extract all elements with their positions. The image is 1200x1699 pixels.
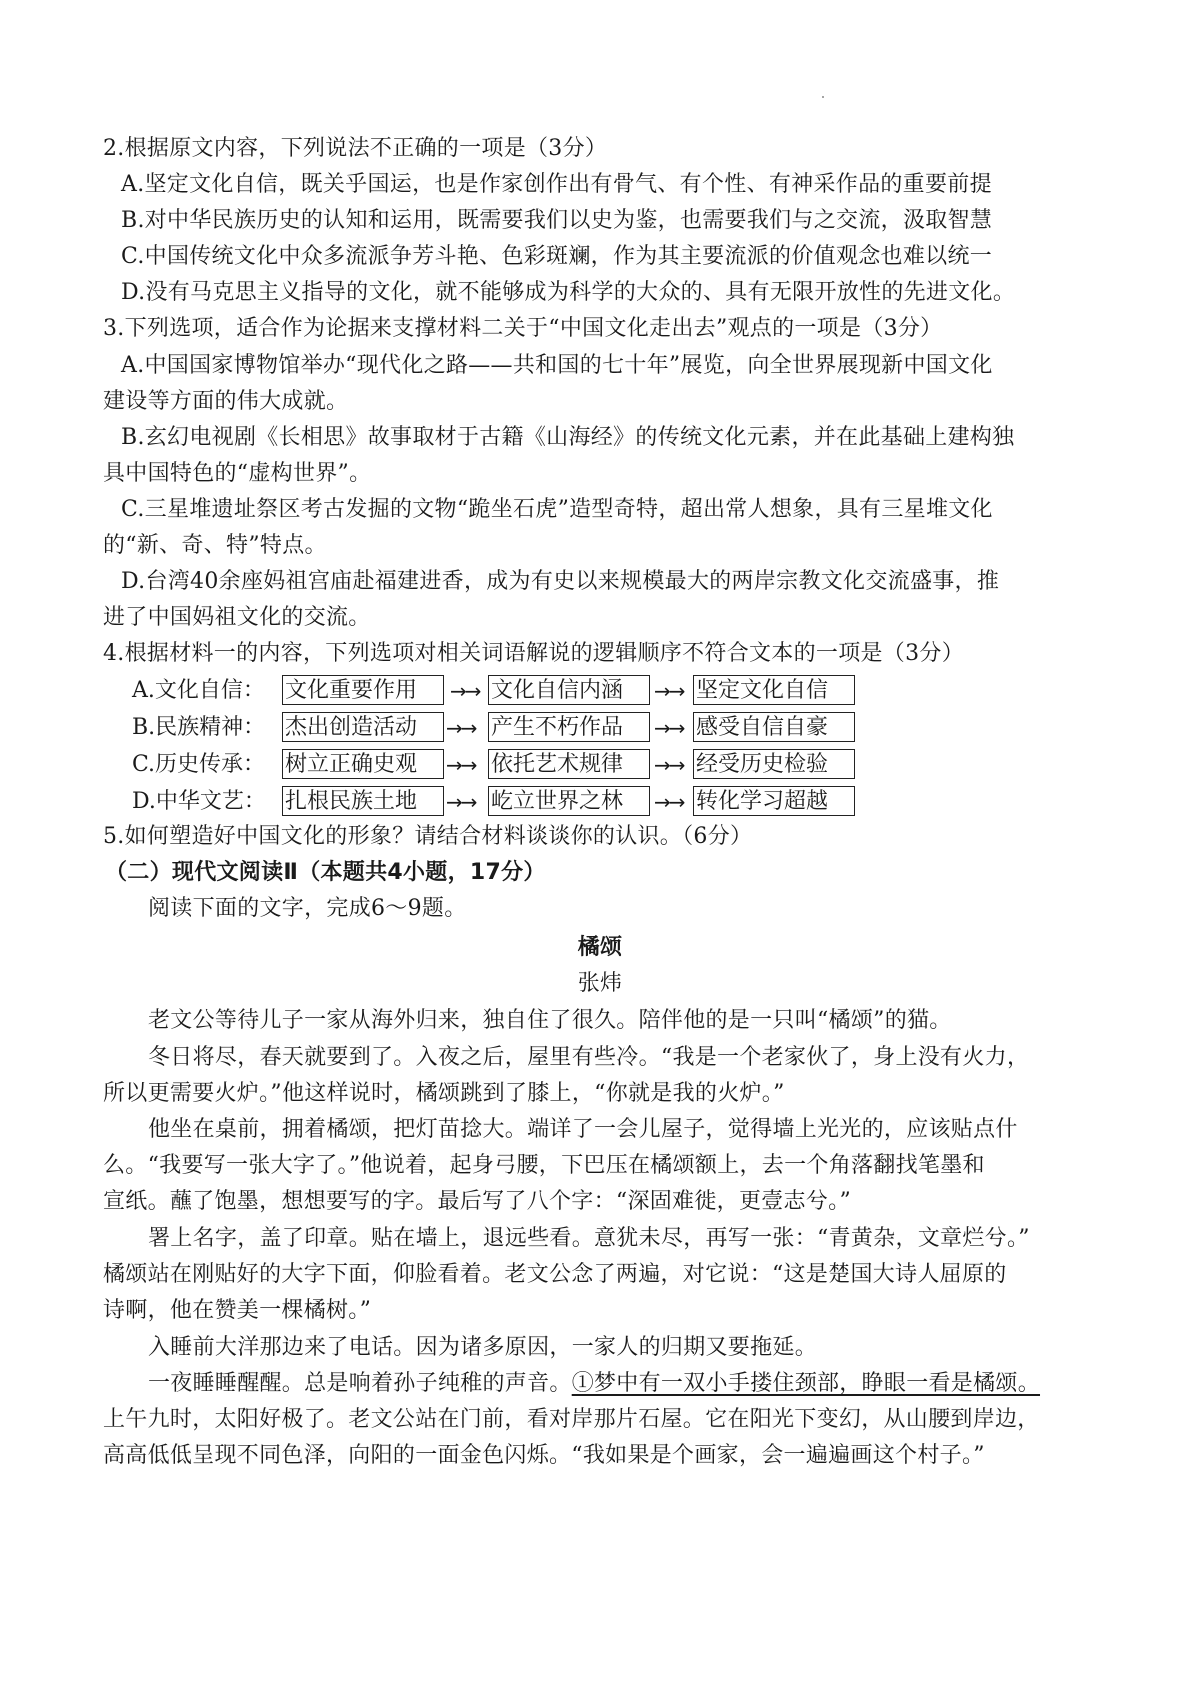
- story-paragraph-2-line2: 所以更需要火炉。”他这样说时，橘颂跳到了膝上，“你就是我的火炉。”: [103, 1081, 785, 1106]
- q4-option-label: A.文化自信：: [132, 678, 265, 703]
- story-paragraph-3-line2: 么。“我要写一张大字了。”他说着，起身弓腰，下巴压在橘颂额上，去一个角落翻找笔墨和: [103, 1153, 985, 1178]
- q2-option-b: B.对中华民族历史的认知和运用，既需要我们以史为鉴，也需要我们与之交流，汲取智慧: [121, 208, 993, 233]
- arrow-icon: →→: [654, 753, 684, 777]
- story-paragraph-3-line1: 他坐在桌前，拥着橘颂，把灯苗捻大。端详了一会儿屋子，觉得墙上光光的，应该贴点什: [148, 1117, 1018, 1142]
- q4-box-2: 依托艺术规律: [488, 749, 650, 779]
- q3-stem: 3.下列选项，适合作为论据来支撑材料二关于“中国文化走出去”观点的一项是（3分）: [103, 316, 943, 341]
- story-paragraph-2-line1: 冬日将尽，春天就要到了。入夜之后，屋里有些冷。“我是一个老家伙了，身上没有火力，: [148, 1045, 1030, 1070]
- q4-box-3: 经受历史检验: [693, 749, 855, 779]
- underlined-sentence: ①梦中有一双小手搂住颈部，睁眼一看是橘颂。: [571, 1371, 1041, 1396]
- story-paragraph-4-line2: 橘颂站在刚贴好的大字下面，仰脸看着。老文公念了两遍，对它说：“这是楚国大诗人屈原的: [103, 1262, 1007, 1287]
- story-paragraph-6-line1: [148, 1369, 1040, 1399]
- q3-option-a-line2: 建设等方面的伟大成就。: [103, 389, 349, 414]
- q2-option-c: C.中国传统文化中众多流派争芳斗艳、色彩斑斓，作为其主要流派的价值观念也难以统一: [121, 244, 993, 269]
- q3-option-a-line1: A.中国国家博物馆举办“现代化之路——共和国的七十年”展览，向全世界展现新中国文化: [121, 353, 993, 378]
- story-paragraph-6-line3: 高高低低呈现不同色泽，向阳的一面金色闪烁。“我如果是个画家，会一遍遍画这个村子。”: [103, 1443, 985, 1468]
- q3-option-d-line2: 进了中国妈祖文化的交流。: [103, 605, 371, 630]
- arrow-icon: →→: [654, 790, 684, 814]
- story-paragraph-1: 老文公等待儿子一家从海外归来，独自住了很久。陪伴他的是一只叫“橘颂”的猫。: [148, 1008, 952, 1033]
- story-paragraph-5: 入睡前大洋那边来了电话。因为诸多原因，一家人的归期又要拖延。: [148, 1335, 818, 1360]
- q4-box-3: 转化学习超越: [693, 786, 855, 816]
- q4-stem: 4.根据材料一的内容，下列选项对相关词语解说的逻辑顺序不符合文本的一项是（3分）: [103, 641, 964, 666]
- q3-option-b-line2: 具中国特色的“虚构世界”。: [103, 461, 372, 486]
- arrow-icon: →→: [446, 790, 476, 814]
- arrow-icon: →→: [654, 716, 684, 740]
- q4-box-3: 坚定文化自信: [693, 675, 855, 705]
- story-text: 一夜睡睡醒醒。总是响着孙子纯稚的声音。: [148, 1371, 572, 1396]
- q3-option-c-line1: C.三星堆遗址祭区考古发掘的文物“跪坐石虎”造型奇特，超出常人想象，具有三星堆文化: [121, 497, 993, 522]
- q4-box-1: 扎根民族土地: [282, 786, 444, 816]
- q2-stem: 2.根据原文内容，下列说法不正确的一项是（3分）: [103, 136, 608, 161]
- arrow-icon: →→: [450, 679, 480, 703]
- story-paragraph-4-line3: 诗啊，他在赞美一棵橘树。”: [103, 1298, 372, 1323]
- q4-option-label: C.历史传承：: [132, 752, 266, 777]
- q4-box-2: 屹立世界之林: [488, 786, 650, 816]
- q4-box-2: 产生不朽作品: [488, 712, 650, 742]
- arrow-icon: →→: [654, 679, 684, 703]
- q3-option-d-line1: D.台湾40余座妈祖宫庙赴福建进香，成为有史以来规模最大的两岸宗教文化交流盛事，推: [121, 569, 1000, 594]
- q5-stem: 5.如何塑造好中国文化的形象？请结合材料谈谈你的认识。（6分）: [103, 824, 753, 849]
- arrow-icon: →→: [446, 753, 476, 777]
- story-paragraph-3-line3: 宣纸。蘸了饱墨，想想要写的字。最后写了八个字：“深固难徙，更壹志兮。”: [103, 1189, 851, 1214]
- q3-option-b-line1: B.玄幻电视剧《长相思》故事取材于古籍《山海经》的传统文化元素，并在此基础上建构独: [121, 425, 1015, 450]
- speck: [822, 96, 824, 98]
- arrow-icon: →→: [446, 716, 476, 740]
- story-title: 橘颂: [577, 935, 623, 960]
- section-heading: （二）现代文阅读Ⅱ（本题共4小题，17分）: [105, 860, 546, 885]
- story-author: 张炜: [577, 971, 623, 996]
- q4-box-3: 感受自信自豪: [693, 712, 855, 742]
- section-instruction: 阅读下面的文字，完成6～9题。: [148, 896, 467, 921]
- q3-option-c-line2: 的“新、奇、特”特点。: [103, 533, 327, 558]
- q4-option-label: B.民族精神：: [132, 715, 266, 740]
- story-paragraph-6-line2: 上午九时，太阳好极了。老文公站在门前，看对岸那片石屋。它在阳光下变幻，从山腰到岸边，: [103, 1407, 1040, 1432]
- story-paragraph-4-line1: 署上名字，盖了印章。贴在墙上，退远些看。意犹未尽，再写一张：“青黄杂，文章烂兮。”: [148, 1226, 1030, 1251]
- q4-box-1: 树立正确史观: [282, 749, 444, 779]
- q2-option-d: D.没有马克思主义指导的文化，就不能够成为科学的大众的、具有无限开放性的先进文化。: [121, 280, 1016, 305]
- q4-box-1: 杰出创造活动: [282, 712, 444, 742]
- q4-box-1: 文化重要作用: [282, 675, 444, 705]
- q4-option-label: D.中华文艺：: [132, 789, 266, 814]
- q2-option-a: A.坚定文化自信，既关乎国运，也是作家创作出有骨气、有个性、有神采作品的重要前提: [121, 172, 992, 197]
- q4-box-2: 文化自信内涵: [488, 675, 650, 705]
